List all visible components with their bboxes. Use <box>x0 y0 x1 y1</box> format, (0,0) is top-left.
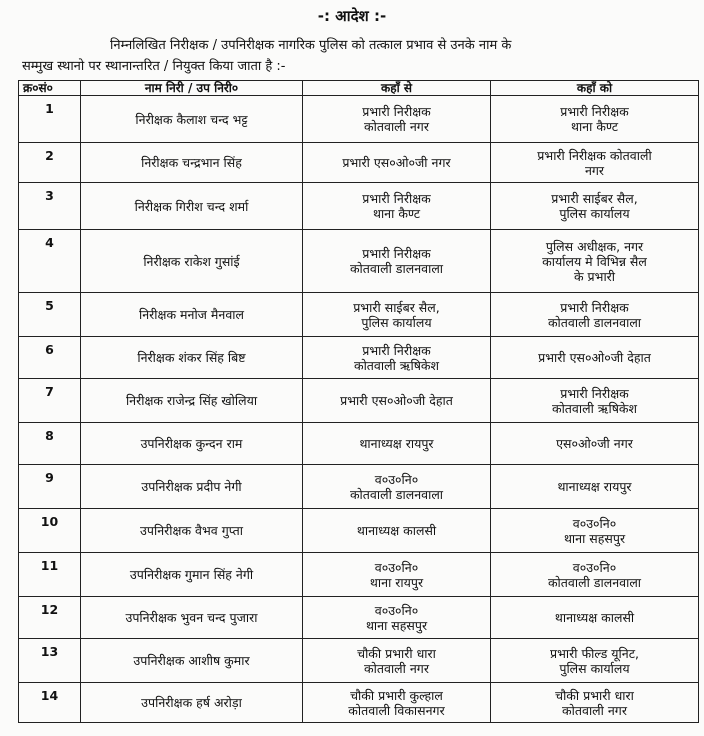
table-header-row <box>19 81 699 96</box>
to-post-cell-line: प्रभारी निरीक्षक कोतवाली <box>537 147 652 163</box>
serial-number-cell: 10 <box>19 509 81 553</box>
to-post-cell <box>491 293 699 337</box>
header-serial-number: क्र०सं० <box>19 81 81 96</box>
table-row <box>19 553 699 597</box>
to-post-cell-line: थानाध्यक्ष कालसी <box>554 610 635 625</box>
from-post-cell <box>303 553 491 597</box>
from-post-cell <box>303 183 491 230</box>
to-post-cell-line: प्रभारी निरीक्षक <box>560 299 629 315</box>
to-post-cell-line: नगर <box>584 162 605 178</box>
intro-text-line-2: सम्मुख स्थानो पर स्थानान्तरित / नियुक्त किया जाता है :- <box>22 59 286 74</box>
table-row <box>19 509 699 553</box>
table-row <box>19 183 699 230</box>
officer-name-cell: निरीक्षक राजेन्द्र सिंह खोलिया <box>81 379 303 423</box>
to-post-cell <box>491 639 699 683</box>
officer-name-cell: निरीक्षक कैलाश चन्द भट्ट <box>81 96 303 143</box>
table-body <box>19 96 699 723</box>
from-post-cell <box>303 597 491 639</box>
officer-name-cell: उपनिरीक्षक प्रदीप नेगी <box>81 465 303 509</box>
from-post-cell-line: थाना कैण्ट <box>372 206 421 221</box>
order-heading: -: आदेश :- <box>317 7 387 25</box>
table-row <box>19 293 699 337</box>
from-post-cell <box>303 509 491 553</box>
table-row <box>19 337 699 379</box>
from-post-cell <box>303 683 491 723</box>
serial-number-cell: 5 <box>19 293 81 337</box>
table-row <box>19 465 699 509</box>
officer-name-cell: निरीक्षक शंकर सिंह बिष्ट <box>81 337 303 379</box>
to-post-cell-line: थाना सहसपुर <box>563 530 626 546</box>
serial-number-cell: 2 <box>19 143 81 183</box>
from-post-cell <box>303 423 491 465</box>
from-post-cell <box>303 465 491 509</box>
to-post-cell-line: प्रभारी एस०ओ०जी देहात <box>538 350 651 365</box>
to-post-cell <box>491 683 699 723</box>
from-post-cell-line: थानाध्यक्ष कालसी <box>356 523 437 538</box>
transfer-table <box>18 80 699 723</box>
to-post-cell-line: के प्रभारी <box>573 268 616 284</box>
to-post-cell-line: एस०ओ०जी नगर <box>556 436 633 451</box>
serial-number-cell: 14 <box>19 683 81 723</box>
from-post-cell-line: थाना सहसपुर <box>365 617 428 633</box>
serial-number-cell: 8 <box>19 423 81 465</box>
to-post-cell <box>491 423 699 465</box>
serial-number-cell: 4 <box>19 230 81 293</box>
from-post-cell-line: व०उ०नि० <box>374 559 419 575</box>
from-post-cell-line: प्रभारी निरीक्षक <box>362 191 431 206</box>
officer-name-cell: उपनिरीक्षक हर्ष अरोड़ा <box>81 683 303 723</box>
from-post-cell <box>303 337 491 379</box>
officer-name-cell: उपनिरीक्षक भुवन चन्द पुजारा <box>81 597 303 639</box>
officer-name-cell: उपनिरीक्षक कुन्दन राम <box>81 423 303 465</box>
to-post-cell-line: प्रभारी फील्ड यूनिट, <box>550 645 639 661</box>
to-post-cell <box>491 96 699 143</box>
from-post-cell-line: प्रभारी साईबर सैल, <box>353 299 440 315</box>
officer-name-cell: उपनिरीक्षक वैभव गुप्ता <box>81 509 303 553</box>
header-name: नाम निरी / उप निरी० <box>81 81 303 96</box>
from-post-cell <box>303 293 491 337</box>
serial-number-cell: 9 <box>19 465 81 509</box>
to-post-cell-line: प्रभारी निरीक्षक <box>560 385 629 401</box>
from-post-cell-line: चौकी प्रभारी धारा <box>357 645 436 661</box>
from-post-cell <box>303 639 491 683</box>
to-post-cell <box>491 183 699 230</box>
table-row <box>19 597 699 639</box>
serial-number-cell: 3 <box>19 183 81 230</box>
officer-name-cell: निरीक्षक मनोज मैनवाल <box>81 293 303 337</box>
to-post-cell-line: प्रभारी निरीक्षक <box>560 104 629 119</box>
from-post-cell-line: पुलिस कार्यालय <box>361 314 432 330</box>
intro-text-line-1: निम्नलिखित निरीक्षक / उपनिरीक्षक नागरिक पुलिस को तत्काल प्रभाव से उनके नाम के <box>110 38 512 53</box>
to-post-cell <box>491 553 699 597</box>
from-post-cell-line: प्रभारी एस०ओ०जी देहात <box>340 393 453 408</box>
from-post-cell-line: कोतवाली नगर <box>364 660 429 676</box>
to-post-cell-line: थाना कैण्ट <box>570 119 619 134</box>
from-post-cell-line: चौकी प्रभारी कुल्हाल <box>350 687 443 703</box>
from-post-cell-line: व०उ०नि० <box>374 471 419 487</box>
to-post-cell <box>491 143 699 183</box>
to-post-cell <box>491 465 699 509</box>
officer-name-cell: निरीक्षक गिरीश चन्द शर्मा <box>81 183 303 230</box>
table-row <box>19 683 699 723</box>
to-post-cell <box>491 379 699 423</box>
to-post-cell <box>491 509 699 553</box>
to-post-cell-line: कोतवाली डालनवाला <box>547 574 642 590</box>
table-row <box>19 143 699 183</box>
from-post-cell <box>303 230 491 293</box>
serial-number-cell: 13 <box>19 639 81 683</box>
to-post-cell-line: कोतवाली डालनवाला <box>547 314 642 330</box>
from-post-cell-line: प्रभारी निरीक्षक <box>362 342 431 358</box>
serial-number-cell: 1 <box>19 96 81 143</box>
serial-number-cell: 12 <box>19 597 81 639</box>
officer-name-cell: निरीक्षक चन्द्रभान सिंह <box>81 143 303 183</box>
serial-number-cell: 11 <box>19 553 81 597</box>
to-post-cell-line: कोतवाली ऋषिकेश <box>551 400 638 416</box>
to-post-cell-line: कोतवाली नगर <box>562 702 627 718</box>
to-post-cell-line: व०उ०नि० <box>572 559 617 575</box>
to-post-cell-line: व०उ०नि० <box>572 515 617 531</box>
to-post-cell <box>491 337 699 379</box>
officer-name-cell: उपनिरीक्षक आशीष कुमार <box>81 639 303 683</box>
to-post-cell-line: प्रभारी साईबर सैल, <box>551 191 638 206</box>
from-post-cell-line: कोतवाली नगर <box>364 119 429 134</box>
from-post-cell-line: कोतवाली विकासनगर <box>348 702 445 718</box>
serial-number-cell: 7 <box>19 379 81 423</box>
from-post-cell-line: कोतवाली ऋषिकेश <box>353 357 440 373</box>
from-post-cell <box>303 379 491 423</box>
from-post-cell-line: प्रभारी निरीक्षक <box>362 104 431 119</box>
officer-name-cell: उपनिरीक्षक गुमान सिंह नेगी <box>81 553 303 597</box>
to-post-cell-line: कार्यालय मे विभिन्न सैल <box>542 253 647 269</box>
to-post-cell <box>491 230 699 293</box>
from-post-cell <box>303 143 491 183</box>
header-from: कहाँ से <box>303 81 491 96</box>
from-post-cell-line: व०उ०नि० <box>374 602 419 618</box>
to-post-cell-line: चौकी प्रभारी धारा <box>555 687 634 703</box>
table-row <box>19 423 699 465</box>
from-post-cell-line: कोतवाली डालनवाला <box>349 486 444 502</box>
table-row <box>19 379 699 423</box>
from-post-cell-line: प्रभारी निरीक्षक <box>362 246 431 261</box>
from-post-cell-line: थाना रायपुर <box>369 574 424 590</box>
table-row <box>19 96 699 143</box>
to-post-cell-line: पुलिस कार्यालय <box>559 206 630 221</box>
header-to: कहाँ को <box>491 81 699 96</box>
table-row <box>19 639 699 683</box>
from-post-cell <box>303 96 491 143</box>
serial-number-cell: 6 <box>19 337 81 379</box>
to-post-cell-line: थानाध्यक्ष रायपुर <box>557 479 632 494</box>
table-row <box>19 230 699 293</box>
to-post-cell-line: पुलिस कार्यालय <box>559 660 630 676</box>
from-post-cell-line: कोतवाली डालनवाला <box>349 261 444 276</box>
from-post-cell-line: थानाध्यक्ष रायपुर <box>359 436 434 451</box>
officer-name-cell: निरीक्षक राकेश गुसांई <box>81 230 303 293</box>
to-post-cell-line: पुलिस अधीक्षक, नगर <box>545 238 644 254</box>
to-post-cell <box>491 597 699 639</box>
from-post-cell-line: प्रभारी एस०ओ०जी नगर <box>342 155 451 170</box>
